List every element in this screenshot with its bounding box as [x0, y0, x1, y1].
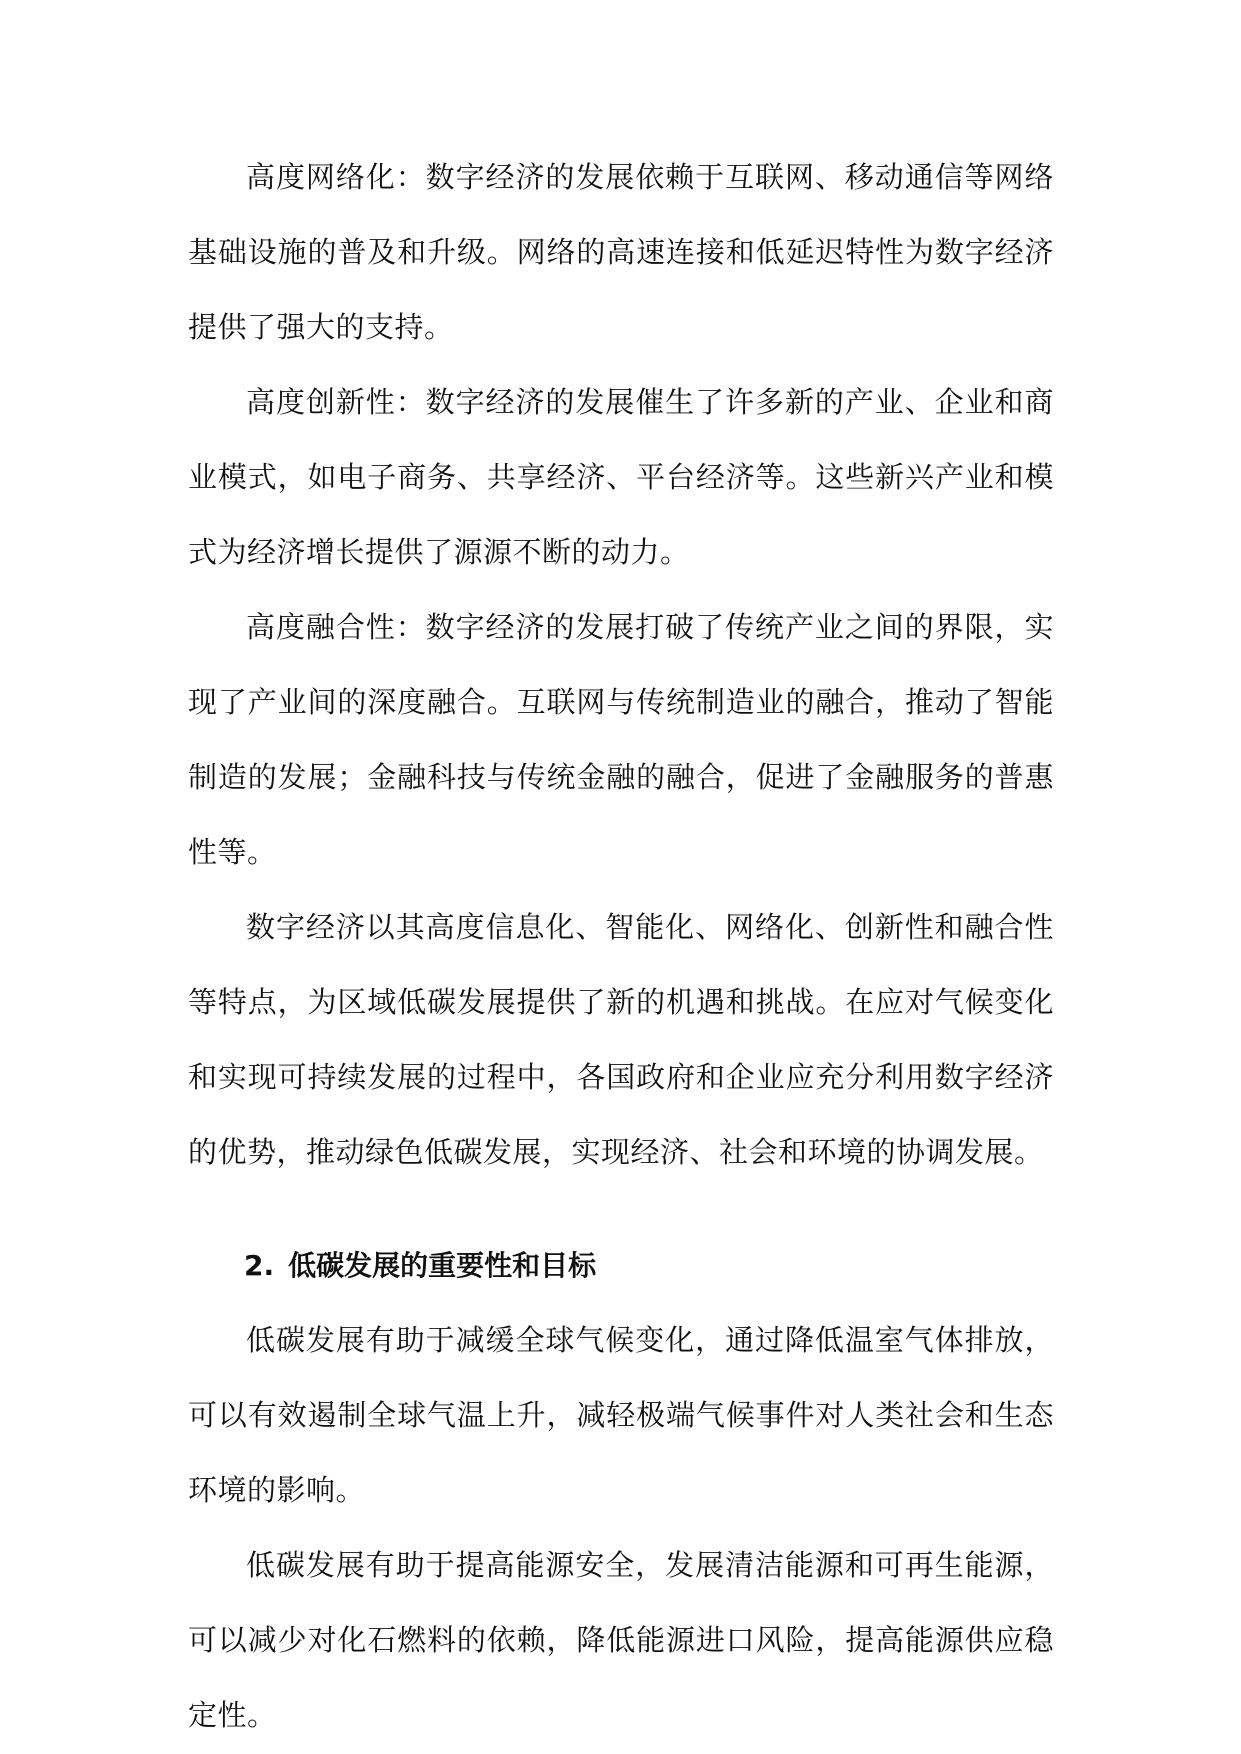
section-heading — [188, 1228, 1054, 1303]
paragraph-energy-security: 低碳发展有助于提高能源安全，发展清洁能源和可再生能源，可以减少对化石燃料的依赖，降低能源进口风险，提高能源供应稳定性。 — [188, 1548, 1054, 1732]
paragraph-summary: 数字经济以其高度信息化、智能化、网络化、创新性和融合性等特点，为区域低碳发展提供了新的机遇和挑战。在应对气候变化和实现可持续发展的过程中，各国政府和企业应充分利用数字经济的优势，推动绿色低碳发展，实现经济、社会和环境的协调发展。 — [188, 910, 1054, 1169]
paragraph-innovation: 高度创新性：数字经济的发展催生了许多新的产业、企业和商业模式，如电子商务、共享经济、平台经济等。这些新兴产业和模式为经济增长提供了源源不断的动力。 — [188, 385, 1054, 569]
paragraph-network: 高度网络化：数字经济的发展依赖于互联网、移动通信等网络基础设施的普及和升级。网络的高速连接和低延迟特性为数字经济提供了强大的支持。 — [188, 160, 1054, 344]
section-title: 低碳发展的重要性和目标 — [288, 1249, 597, 1282]
document-page — [188, 140, 1054, 1753]
paragraph-climate: 低碳发展有助于减缓全球气候变化，通过降低温室气体排放，可以有效遏制全球气温上升，减轻极端气候事件对人类社会和生态环境的影响。 — [188, 1323, 1054, 1507]
paragraph-integration: 高度融合性：数字经济的发展打破了传统产业之间的界限，实现了产业间的深度融合。互联网与传统制造业的融合，推动了智能制造的发展；金融科技与传统金融的融合，促进了金融服务的普惠性等。 — [188, 610, 1054, 869]
section-number: 2. — [244, 1249, 275, 1282]
